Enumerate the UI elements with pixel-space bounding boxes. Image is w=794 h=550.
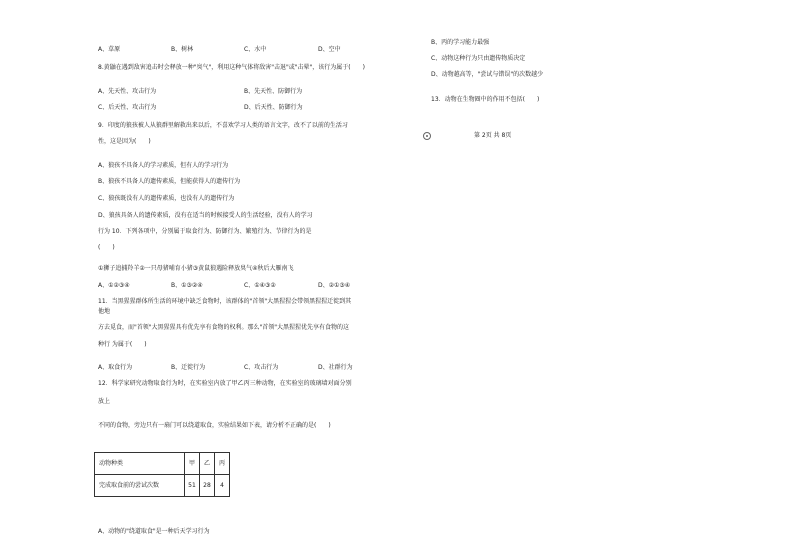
q10-stem-line1: 行为 10．下列各项中，分别属于取食行为、防御行为、繁殖行为、节律行为的是	[98, 228, 312, 235]
q12-option-a: A、动物的"绕道取食"是一种后天学习行为	[98, 528, 210, 535]
q7-option-c: C、水中	[244, 46, 267, 53]
q11-option-c: C、攻击行为	[244, 364, 279, 371]
q10-items: ①狮子追捕羚羊②一只母猪哺育小猪③黄鼠狼遇险释放臭气④秋后大雁南飞	[98, 265, 294, 272]
table-cell: 4	[215, 475, 230, 497]
q11-stem-line1: 11．当黑猩猩群体所生活的环境中缺乏食物时，该群体的"首领"大黑猩猩会带领黑猩猩迁徙到其	[98, 298, 352, 305]
q10-option-c: C、①④③②	[244, 282, 276, 289]
experiment-table	[94, 452, 230, 497]
table-cell: 51	[185, 475, 200, 497]
q12-option-d: D、动物越高等，"尝试与错误"的次数越少	[431, 71, 544, 78]
q11-option-d: D、社群行为	[318, 364, 353, 371]
table-header-cell: 丙	[215, 453, 230, 475]
q13-stem: 13．动物在生物圈中的作用不包括( )	[431, 96, 540, 103]
q8-option-d: D、后天性、防御行为	[244, 104, 303, 111]
q11-stem-line3: 种行 为属于( )	[98, 341, 147, 348]
q10-stem-line2: ( )	[98, 244, 115, 251]
q9-option-c: C、狼孩既没有人的遗传素质，也没有人的遗传行为	[98, 195, 235, 202]
q12-option-b: B、丙的学习能力最强	[431, 39, 490, 46]
q10-option-d: D、②①③④	[318, 282, 351, 289]
page-footer: 第 2页 共 8页	[474, 132, 512, 139]
q7-option-b: B、树林	[171, 46, 194, 53]
q9-stem-line2: 性，这是因为( )	[98, 138, 151, 145]
q9-stem-line1: 9．印度的狼孩被人从狼群里解救出来以后，不喜欢学习人类的语言文字，改不了以前的生活习	[98, 122, 348, 129]
q9-option-b: B、狼孩不具备人的遗传素质，但能获得人的遗传行为	[98, 178, 241, 185]
table-header-row	[95, 453, 230, 475]
q8-option-a: A、先天性、攻击行为	[98, 88, 157, 95]
table-header-cell: 甲	[185, 453, 200, 475]
q7-option-a: A、草原	[98, 46, 121, 53]
q11-option-b: B、迁徙行为	[171, 364, 206, 371]
q9-option-a: A、狼孩不具备人的学习素质，但有人的学习行为	[98, 162, 229, 169]
q10-option-a: A、①②③④	[98, 282, 130, 289]
table-cell: 完成取食前的尝试次数	[95, 475, 185, 497]
q12-stem-line1: 12．科学家研究动物取食行为时，在实验室内放了甲乙丙三种动物，在实验室的玻璃墙对面分别	[98, 380, 352, 387]
q10-option-b: B、①③②④	[171, 282, 203, 289]
table-header-cell: 乙	[200, 453, 215, 475]
q12-option-c: C、动物这种行为只由遗传物质决定	[431, 55, 526, 62]
table-header-cell: 动物种类	[95, 453, 185, 475]
table-cell: 28	[200, 475, 215, 497]
q7-option-d: D、空中	[318, 46, 341, 53]
q12-stem-line1-cont: 放上	[98, 398, 111, 405]
q8-stem: 8.黄鼬在遇到敌害追击时会释放一种"臭气"，利用这种气体将敌害"击退"或"击晕"，该行为属于( )	[98, 64, 365, 71]
q11-stem-line2: 方去觅食，而"首领"大黑猩猩具有优先享有食物的权利。那么"首领"大黑猩猩优先享有食物的这	[98, 324, 350, 331]
q11-option-a: A、取食行为	[98, 364, 133, 371]
q11-stem-line1-cont: 他地	[98, 308, 111, 315]
q8-option-b: B、先天性、防御行为	[244, 88, 303, 95]
q12-stem-line2: 不同的食物，旁边只有一扇门可以绕道取食，实验结果如下表，请分析不正确的是( )	[98, 422, 331, 429]
q9-option-d: D、狼孩具备人的遗传素质，没有在适当的时候接受人的生活经验，没有人的学习	[98, 212, 313, 219]
q8-option-c: C、后天性、攻击行为	[98, 104, 157, 111]
table-row	[95, 475, 230, 497]
gear-icon	[423, 132, 431, 140]
